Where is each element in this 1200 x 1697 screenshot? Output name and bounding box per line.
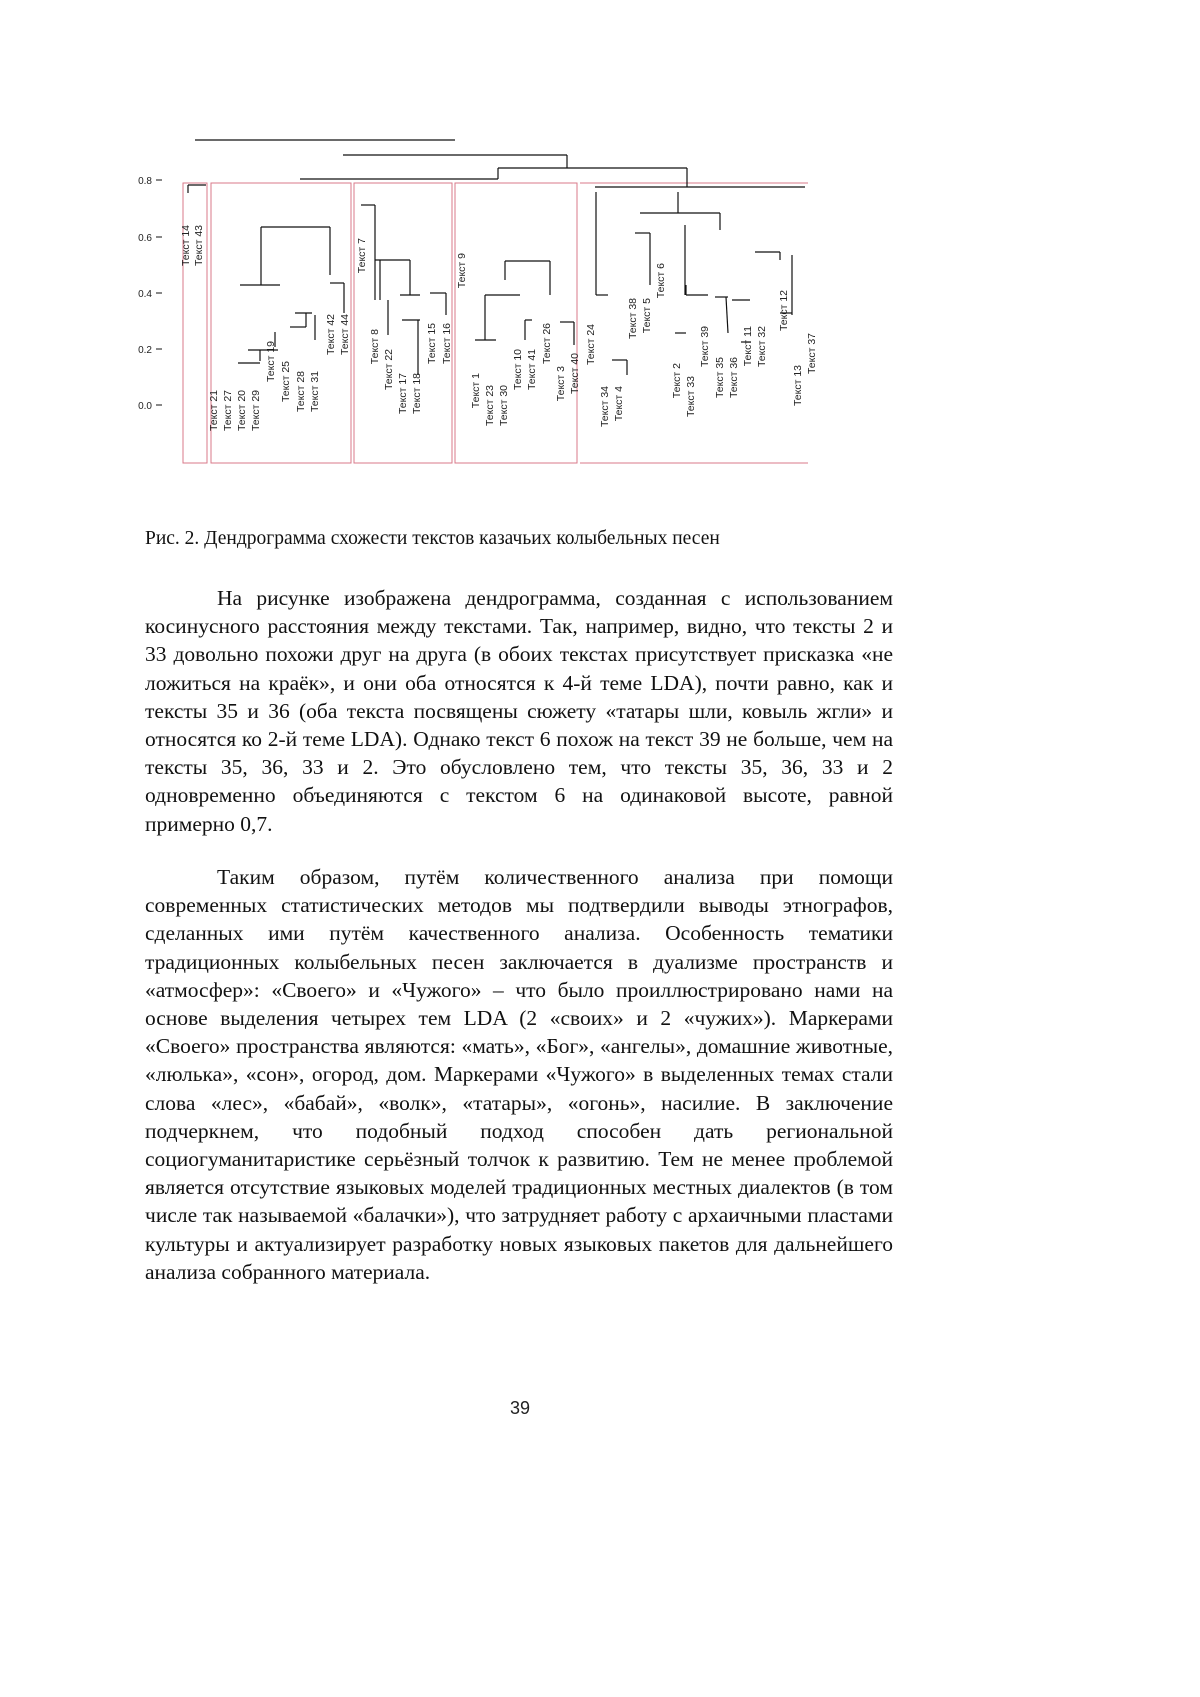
leaf-label: Текст 28: [295, 371, 307, 413]
leaf-label: Текст 9: [456, 253, 468, 289]
leaf-label: Текст 39: [699, 326, 711, 368]
leaf-label: Текст 20: [236, 390, 248, 432]
leaf-label: Текст 12: [778, 290, 790, 332]
leaf-label: Текст 42: [325, 314, 337, 356]
leaf-label: Текст 10: [512, 349, 524, 391]
leaf-label: Текст 38: [627, 298, 639, 340]
y-tick-label: 0.4: [138, 289, 152, 300]
leaf-label: Текст 31: [309, 371, 321, 413]
paragraph-1: На рисунке изображена дендрограмма, созданная с использованием косинусного расстояния между текстами. Так, например, видно, что тексты 2 и 33 довольно похожи друг на друга (в обоих текстах присутствует присказка «не ложиться на краёк», и они оба относятся к 4-й теме LDA), почти равно, как и тексты 35 и 36 (оба текста посвящены сюжету «татары шли, ковыль жгли» и относятся ко 2-й теме LDA). Однако текст 6 похож на текст 39 не больше, чем на тексты 35, 36, 33 и 2. Это обусловлено тем, что тексты 35, 36, 33 и 2 одновременно объединяются с текстом 6 на одинаковой высоте, равной примерно 0,7.: [145, 586, 893, 836]
leaf-label: Текст 18: [411, 373, 423, 415]
leaf-label: Текст 40: [569, 353, 581, 395]
leaf-label: Текст 29: [250, 390, 262, 432]
leaf-label: Текст 32: [756, 326, 768, 368]
leaf-label: Текст 43: [193, 225, 205, 267]
dendrogram-figure: [130, 135, 890, 515]
leaf-label: Текст 27: [222, 390, 234, 432]
y-tick-label: 0.8: [138, 176, 152, 187]
cluster-box: [354, 183, 452, 463]
cluster-box: [183, 183, 207, 463]
leaf-label: Текст 22: [383, 349, 395, 391]
leaf-label: Текст 35: [714, 357, 726, 399]
leaf-label: Текст 25: [280, 361, 292, 403]
y-tick-label: 0.0: [138, 401, 152, 412]
cluster-box: [455, 183, 577, 463]
page-number: 39: [509, 1398, 531, 1418]
leaf-label: Текст 44: [339, 314, 351, 356]
leaf-label: Текст 24: [585, 324, 597, 366]
leaf-label: Текст 8: [369, 329, 381, 365]
leaf-label: Текст 26: [541, 323, 553, 365]
leaf-label: Текст 1: [470, 373, 482, 409]
leaf-label: Текст 19: [265, 341, 277, 383]
leaf-label: Текст 41: [526, 349, 538, 391]
leaf-label: Текст 4: [613, 386, 625, 422]
leaf-label: Текст 6: [655, 263, 667, 299]
leaf-label: Текст 2: [671, 363, 683, 399]
leaf-label: Текст 17: [397, 373, 409, 415]
leaf-label: Текст 16: [441, 323, 453, 365]
leaf-label: Текст 37: [806, 333, 818, 375]
leaf-label: Текст 23: [484, 385, 496, 427]
leaf-label: Текст 7: [356, 238, 368, 274]
paragraph-2: Таким образом, путём количественного анализа при помощи современных статистических методов мы подтвердили выводы этнографов, сделанных ими путём качественного анализа. Особенность тематики традиционных колыбельных песен заключается в дуализме пространств и «атмосфер»: «Своего» и «Чужого» – что было проиллюстрировано нами на основе выделения четырех тем LDA (2 «своих» и 2 «чужих»). Маркерами «Своего» пространства являются: «мать», «Бог», «ангелы», домашние животные, «люлька», «сон», огород, дом. Маркерами «Чужого» в выделенных темах стали слова «лес», «бабай», «волк», «татары», «огонь», насилие. В заключение подчеркнем, что подобный подход способен дать региональной социогуманитаристике серьёзный толчок к развитию. Тем не менее проблемой является отсутствие языковых моделей традиционных местных диалектов (в том числе так называемой «балачки»), что затрудняет работу с архаичными пластами культуры и актуализирует разработку новых языковых пакетов для дальнейшего анализа собранного материала.: [145, 865, 893, 1284]
figure-caption: Рис. 2. Дендрограмма схожести текстов казачьих колыбельных песен: [145, 528, 720, 549]
leaf-label: Текст 11: [742, 326, 754, 367]
y-tick-label: 0.2: [138, 345, 152, 356]
leaf-label: Текст 15: [426, 323, 438, 365]
leaf-label: Текст 30: [498, 385, 510, 427]
leaf-label: Текст 34: [599, 386, 611, 428]
leaf-label: Текст 5: [641, 298, 653, 334]
leaf-label: Текст 14: [180, 225, 192, 267]
tree-branch: [726, 297, 728, 333]
y-tick-label: 0.6: [138, 233, 152, 244]
leaf-label: Текст 36: [728, 357, 740, 399]
leaf-label: Текст 3: [555, 366, 567, 402]
leaf-label: Текст 33: [685, 376, 697, 418]
leaf-label: Текст 21: [208, 390, 220, 432]
leaf-label: Текст 13: [792, 365, 804, 407]
